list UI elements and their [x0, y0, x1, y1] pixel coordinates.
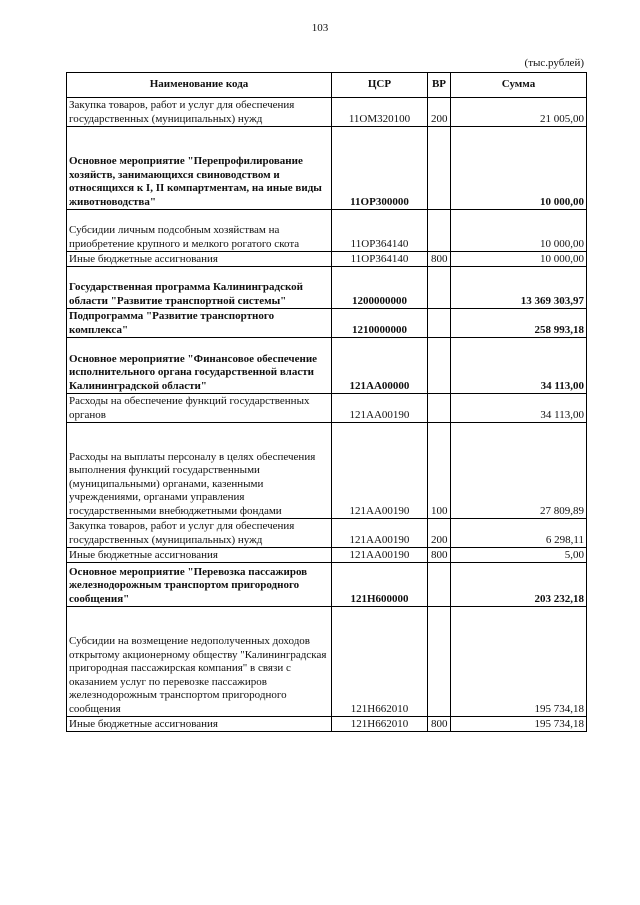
- cell-csr: 121Н600000: [332, 563, 428, 607]
- cell-csr: 1200000000: [332, 267, 428, 309]
- cell-name: Иные бюджетные ассигнования: [67, 548, 332, 563]
- cell-csr: 11ОМ320100: [332, 98, 428, 127]
- cell-sum: 10 000,00: [451, 127, 587, 210]
- table-row: [67, 210, 587, 252]
- cell-vr: 200: [428, 98, 451, 127]
- cell-sum: 5,00: [451, 548, 587, 563]
- column-header-sum: Сумма: [451, 73, 587, 98]
- column-header-vr: ВР: [428, 73, 451, 98]
- table-row: [67, 717, 587, 732]
- cell-sum: 21 005,00: [451, 98, 587, 127]
- cell-vr: [428, 210, 451, 252]
- table-row: [67, 423, 587, 519]
- cell-name: Иные бюджетные ассигнования: [67, 252, 332, 267]
- table-row: [67, 519, 587, 548]
- cell-csr: 11ОР364140: [332, 252, 428, 267]
- cell-vr: [428, 563, 451, 607]
- cell-csr: 121АА00000: [332, 338, 428, 394]
- table-row: [67, 252, 587, 267]
- cell-sum: 195 734,18: [451, 607, 587, 717]
- cell-vr: 200: [428, 519, 451, 548]
- cell-vr: [428, 127, 451, 210]
- cell-name: Подпрограмма "Развитие транспортного комплекса": [67, 309, 332, 338]
- cell-sum: 13 369 303,97: [451, 267, 587, 309]
- table-row: [67, 563, 587, 607]
- cell-name: Расходы на выплаты персоналу в целях обеспечения выполнения функций государственными (муниципальными) органами, казенными учреждениями, органами управления государственными внебюджетными фондами: [67, 423, 332, 519]
- cell-name: Закупка товаров, работ и услуг для обеспечения государственных (муниципальных) нужд: [67, 519, 332, 548]
- table-row: [67, 338, 587, 394]
- cell-name: Субсидии личным подсобным хозяйствам на приобретение крупного и мелкого рогатого скота: [67, 210, 332, 252]
- cell-csr: 11ОР364140: [332, 210, 428, 252]
- cell-vr: 800: [428, 548, 451, 563]
- cell-vr: 800: [428, 252, 451, 267]
- cell-csr: 121АА00190: [332, 548, 428, 563]
- cell-csr: 1210000000: [332, 309, 428, 338]
- cell-csr: 121АА00190: [332, 423, 428, 519]
- page-number: 103: [311, 22, 329, 34]
- cell-csr: 121АА00190: [332, 394, 428, 423]
- cell-name: Государственная программа Калининградской области "Развитие транспортной системы": [67, 267, 332, 309]
- cell-vr: [428, 394, 451, 423]
- cell-name: Субсидии на возмещение недополученных доходов открытому акционерному обществу "Калининградская пригородная пассажирская компания" в связи с оказанием услуг по перевозке пассажиров железнодорожным транспортом пригородного сообщения: [67, 607, 332, 717]
- table-row: [67, 98, 587, 127]
- cell-sum: 6 298,11: [451, 519, 587, 548]
- cell-sum: 258 993,18: [451, 309, 587, 338]
- cell-vr: [428, 338, 451, 394]
- units-label: (тыс.рублей): [524, 57, 584, 69]
- cell-sum: 10 000,00: [451, 210, 587, 252]
- cell-sum: 34 113,00: [451, 338, 587, 394]
- cell-name: Иные бюджетные ассигнования: [67, 717, 332, 732]
- cell-name: Основное мероприятие "Перепрофилирование хозяйств, занимающихся свиноводством и относящихся к I, II компартментам, на иные виды животноводства": [67, 127, 332, 210]
- cell-sum: 27 809,89: [451, 423, 587, 519]
- cell-csr: 121Н662010: [332, 607, 428, 717]
- cell-vr: [428, 607, 451, 717]
- cell-name: Закупка товаров, работ и услуг для обеспечения государственных (муниципальных) нужд: [67, 98, 332, 127]
- table-row: [67, 394, 587, 423]
- cell-sum: 10 000,00: [451, 252, 587, 267]
- cell-sum: 203 232,18: [451, 563, 587, 607]
- table-row: [67, 309, 587, 338]
- column-header-name: Наименование кода: [67, 73, 332, 98]
- table-header-row: [67, 73, 587, 98]
- budget-table: [66, 72, 587, 732]
- cell-csr: 121Н662010: [332, 717, 428, 732]
- cell-name: Основное мероприятие "Перевозка пассажиров железнодорожным транспортом пригородного сообщения": [67, 563, 332, 607]
- cell-vr: [428, 267, 451, 309]
- cell-sum: 195 734,18: [451, 717, 587, 732]
- cell-csr: 11ОР300000: [332, 127, 428, 210]
- cell-sum: 34 113,00: [451, 394, 587, 423]
- column-header-csr: ЦСР: [332, 73, 428, 98]
- table-row: [67, 548, 587, 563]
- table-row: [67, 267, 587, 309]
- cell-name: Основное мероприятие "Финансовое обеспечение исполнительного органа государственной власти Калининградской области": [67, 338, 332, 394]
- cell-csr: 121АА00190: [332, 519, 428, 548]
- table-row: [67, 127, 587, 210]
- table-row: [67, 607, 587, 717]
- cell-vr: 100: [428, 423, 451, 519]
- cell-vr: [428, 309, 451, 338]
- cell-name: Расходы на обеспечение функций государственных органов: [67, 394, 332, 423]
- cell-vr: 800: [428, 717, 451, 732]
